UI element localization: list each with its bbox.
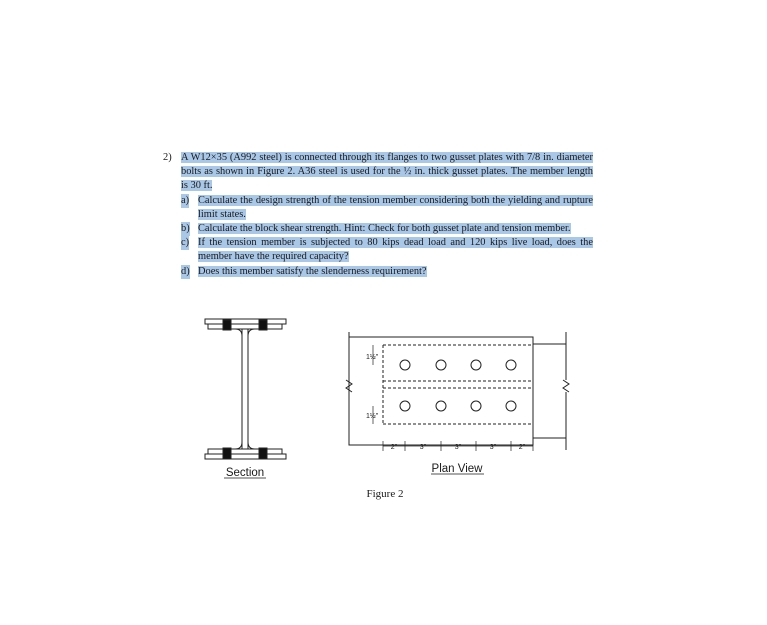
bolt-head xyxy=(259,448,267,459)
bolt-hole xyxy=(436,401,446,411)
part-label: a) xyxy=(181,194,189,208)
part-label: c) xyxy=(181,236,189,250)
spacing-dim: 3" xyxy=(454,444,462,451)
question-number: 2) xyxy=(163,152,172,163)
bolt-hole xyxy=(506,401,516,411)
spacing-dim: 2" xyxy=(390,444,398,451)
part-label: b) xyxy=(181,222,190,236)
bottom-flange xyxy=(208,449,282,454)
bottom-gusset-plate xyxy=(205,454,286,459)
bolt-hole xyxy=(400,401,410,411)
bolt-head xyxy=(259,320,267,330)
fillet xyxy=(248,329,255,336)
spacing-dim: 3" xyxy=(489,444,497,451)
bolt-hole xyxy=(506,360,516,370)
bolt-hole xyxy=(471,360,481,370)
fillet xyxy=(248,442,255,449)
section-label: Section xyxy=(225,467,265,479)
bolt-head xyxy=(223,448,231,459)
section-view xyxy=(205,319,286,459)
break-symbol xyxy=(346,380,352,392)
spacing-dim: 3" xyxy=(419,444,427,451)
part-text: If the tension member is subjected to 80 kips dead load and 120 kips live load, does the member have the required capacity? xyxy=(198,237,593,263)
question-intro: A W12×35 (A992 steel) is connected through its flanges to two gusset plates with 7/8 in. diameter bolts as shown in Figure 2. A36 steel is used for the ½ in. thick gusset plates. The member length is 30 ft. xyxy=(181,152,593,192)
fillet xyxy=(235,442,242,449)
part-text: Calculate the design strength of the tension member considering both the yielding and rupture limit states. xyxy=(198,194,593,220)
bolt-hole xyxy=(400,360,410,370)
edge-dim-bottom: 1½" xyxy=(366,413,379,420)
figure-caption: Figure 2 xyxy=(366,488,404,500)
top-gusset-plate xyxy=(205,319,286,324)
break-symbol xyxy=(563,380,569,392)
plan-view-label: Plan View xyxy=(431,463,483,475)
part-text: Does this member satisfy the slenderness requirement? xyxy=(198,265,427,277)
part-label: d) xyxy=(181,265,190,279)
top-flange xyxy=(208,324,282,329)
spacing-dim: 2" xyxy=(518,444,526,451)
bolt-head xyxy=(223,320,231,330)
edge-dim-top: 1½" xyxy=(366,354,379,361)
bolt-hole xyxy=(471,401,481,411)
part-text: Calculate the block shear strength. Hint: Check for both gusset plate and tension member. xyxy=(198,223,571,235)
fillet xyxy=(235,329,242,336)
bolt-hole xyxy=(436,360,446,370)
plan-view xyxy=(346,332,569,451)
